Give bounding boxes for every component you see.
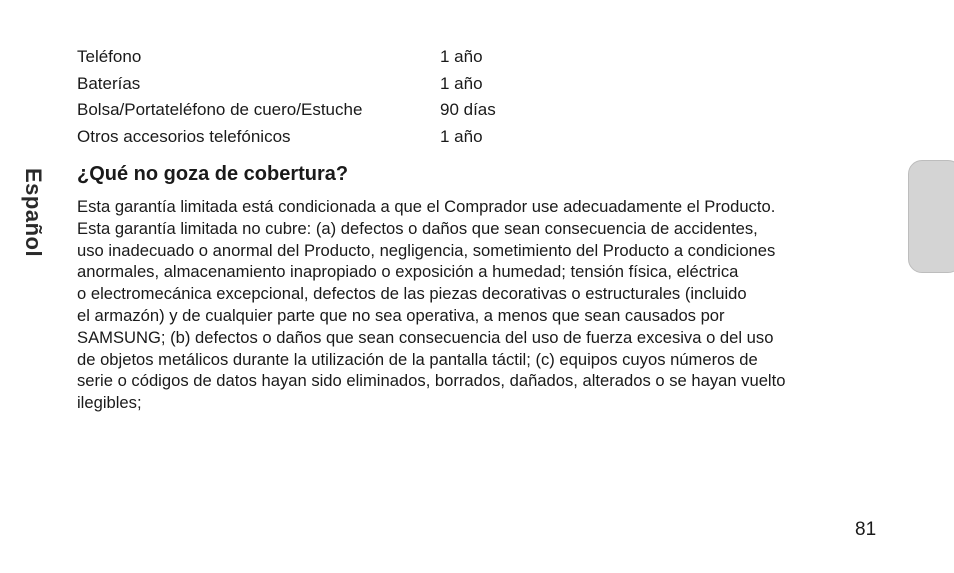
warranty-row [77,98,597,125]
body-line: Esta garantía limitada está condicionada a que el Comprador use adecuadamente el Producto. [77,197,776,216]
warranty-row [77,45,597,72]
warranty-item: Otros accesorios telefónicos [77,126,291,146]
body-line: ilegibles; [77,393,142,413]
body-line: el armazón) y de cualquier parte que no sea operativa, a menos que sean causados por [77,305,725,325]
warranty-period: 90 días [440,100,496,119]
warranty-period-table [77,45,597,151]
body-line: anormales, almacenamiento inapropiado o exposición a humedad; tensión física, eléctrica [77,262,739,282]
warranty-item: Baterías [77,73,141,93]
language-tab-label: Español [21,168,46,258]
warranty-row [77,125,597,152]
warranty-item: Teléfono [77,47,142,66]
body-paragraph [77,196,877,414]
body-line: uso inadecuado o anormal del Producto, negligencia, sometimiento del Producto a condiciones [77,240,776,260]
page-number: 81 [855,519,877,540]
warranty-period: 1 año [440,126,483,146]
body-line: de objetos metálicos durante la utilización de la pantalla táctil; (c) equipos cuyos números de [77,349,758,369]
warranty-period: 1 año [440,73,483,93]
warranty-row [77,72,597,99]
warranty-item: Bolsa/Portateléfono de cuero/Estuche [77,100,363,119]
section-heading: ¿Qué no goza de cobertura? [77,163,349,185]
body-line: serie o códigos de datos hayan sido eliminados, borrados, dañados, alterados o se hayan vuelto [77,371,786,391]
language-tab [908,160,954,273]
body-line: o electromecánica excepcional, defectos de las piezas decorativas o estructurales (incluido [77,284,747,304]
warranty-period: 1 año [440,47,483,66]
body-line: SAMSUNG; (b) defectos o daños que sean consecuencia del uso de fuerza excesiva o del uso [77,327,774,347]
body-line: Esta garantía limitada no cubre: (a) defectos o daños que sean consecuencia de accidentes, [77,218,758,238]
